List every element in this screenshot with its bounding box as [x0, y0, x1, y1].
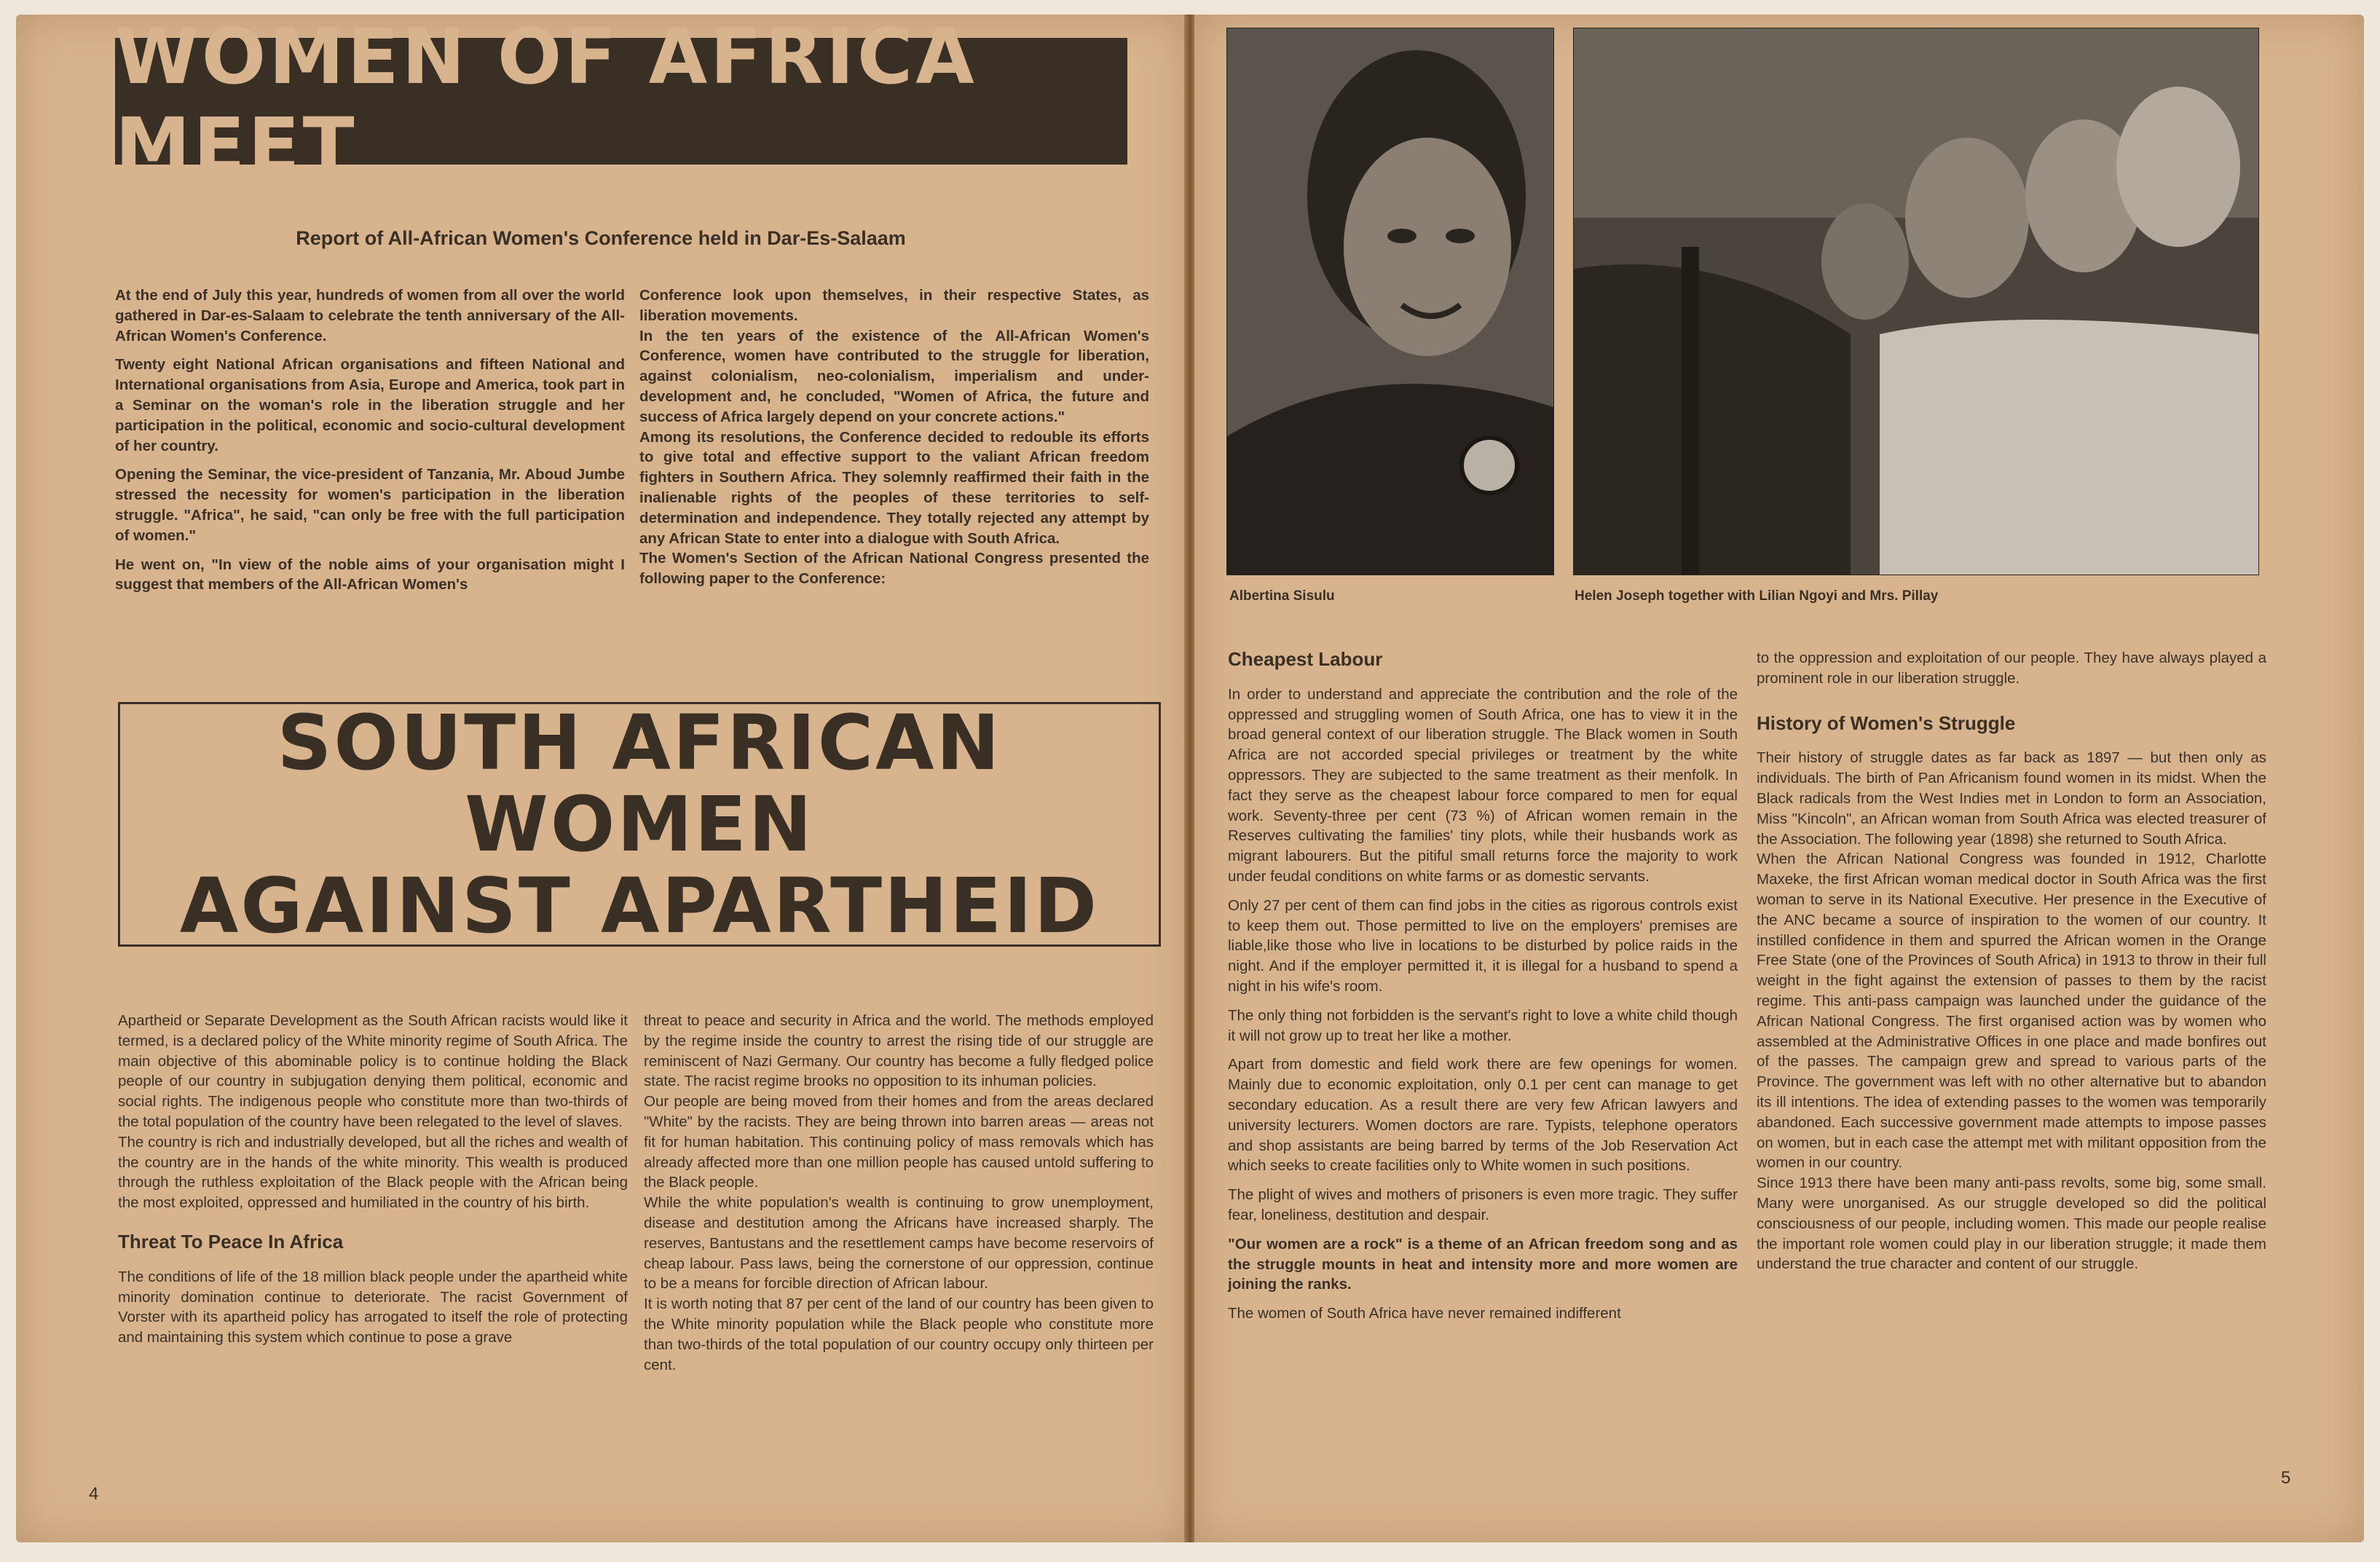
- group-photo: [1573, 28, 2259, 575]
- paragraph: Conference look upon themselves, in their respective States, as liberation movements.: [639, 287, 1149, 324]
- report-subtitle: Report of All-African Women's Conference held in Dar-Es-Salaam: [296, 227, 906, 249]
- paragraph: In the ten years of the existence of the All-African Women's Conference, women have contributed to the struggle for liberation, against colonialism, neo-colonialism, imperialism and under-development and, he concluded, "Women of Africa, the future and success of Africa largely depend on your concrete actions.": [639, 327, 1149, 425]
- paragraph: He went on, "In view of the noble aims of your organisation might I suggest that members of the All-African Women's: [115, 556, 625, 593]
- paragraph: Their history of struggle dates as far back as 1897 — but then only as individuals. The birth of Pan Africanism found women in its midst. When the Black radicals from the West Indies met in London to form an Association, Miss "Kincoln", an African woman from South Africa was elected treasurer of the Association. The following year (1898) she returned to South Africa.: [1757, 749, 2266, 848]
- paragraph: Apart from domestic and field work there are few openings for women. Mainly due to economic exploitation, only 0.1 per cent can manage to get secondary education. As a result there are very few African lawyers and university lecturers. Women doctors are rare. Typists, telephone operators and shop assistants are being barred by terms of the Job Reservation Act which seeks to create facilities only to White women in such positions.: [1228, 1056, 1738, 1175]
- page-number: 4: [89, 1484, 99, 1504]
- article-title-line: SOUTH AFRICAN WOMEN: [277, 698, 1002, 869]
- banner-title: WOMEN OF AFRICA MEET: [115, 38, 1127, 165]
- article-title-box: [118, 698, 1161, 950]
- paragraph: While the white population's wealth is continuing to grow unemployment, disease and destitution among the Africans have increased sharply. The reserves, Bantustans and the resettlement camps have become reservoirs of cheap labour. Pass laws, being the cornerstone of our oppression, continue to be a means for forcible direction of African labour.: [644, 1194, 1154, 1293]
- section-heading: Threat To Peace In Africa: [118, 1230, 344, 1253]
- right-column-2: [1757, 648, 2266, 1274]
- paragraph: It is worth noting that 87 per cent of the land of our country has been given to the White minority population while the Black people who constitute more than two-thirds of the total population of our country occupy only thirteen per cent.: [644, 1295, 1154, 1373]
- body-column-2: [644, 1011, 1154, 1375]
- paragraph: The country is rich and industrially developed, but all the riches and wealth of the country are in the hands of the white minority. This wealth is produced through the ruthless exploitation of the Black people with the African being the most exploited, oppressed and humiliated in the country of his birth.: [118, 1133, 628, 1212]
- paragraph: Our people are being moved from their homes and from the areas declared "White" by the racists. They are being thrown into barren areas — areas not fit for human habitation. This continuing policy of mass removals which has already affected more than one million people has caused untold suffering to the Black people.: [644, 1093, 1154, 1191]
- paragraph: threat to peace and security in Africa and the world. The methods employed by the regime inside the country to arrest the rising tide of our struggle are reminiscent of Nazi Germany. Our country has become a fully fledged police state. The racist regime brooks no opposition to its inhuman policies.: [644, 1012, 1154, 1090]
- right-column-1: [1228, 638, 1738, 1333]
- paragraph: The women of South Africa have never remained indifferent: [1228, 1305, 1621, 1322]
- portrait-image: [1227, 28, 1553, 575]
- paragraph: The Women's Section of the African National Congress presented the following paper to the Conference:: [639, 550, 1149, 588]
- paragraph: The only thing not forbidden is the servant's right to love a white child though it will not grow up to treat her like a mother.: [1228, 1006, 1738, 1044]
- paragraph: In order to understand and appreciate the contribution and the role of the oppressed and struggling women of South Africa, one has to view it in the broad general context of our liberation struggle. The Black women in South Africa are not accorded special privileges or treatment by the white oppressors. They are subjected to the same treatment as their menfolk. In fact they serve as the cheapest labour force compared to men for equal work. Seventy-three per cent (73 %) of African women remain in the Reserves cultivating the families' tiny plots, while their husbands work as migrant labourers. But the pitiful small returns force the majority to work under feudal conditions on white farms or as domestic servants.: [1228, 685, 1738, 885]
- paragraph: The plight of wives and mothers of prisoners is even more tragic. They suffer fear, loneliness, destitution and despair.: [1228, 1186, 1738, 1223]
- paragraph: Apartheid or Separate Development as the South African racists would like it termed, is a declared policy of the White minority regime of South Africa. The main objective of this abominable policy is to continue holding the Black people of our country in subjugation denying them political, economic and social rights. The indigenous people who constitute more than two-thirds of the total population of the country have been relegated to the level of slaves.: [118, 1012, 628, 1130]
- paragraph: Only 27 per cent of them can find jobs in the cities as rigorous controls exist to keep them out. Those permitted to live on the employers' premises are liable,like those who live in locations to be disturbed by police raids in the night. And if the employer permitted it, it is illegal for a husband to spend a night in his wife's room.: [1228, 896, 1738, 995]
- page-number: 5: [2281, 1468, 2291, 1488]
- paragraph: When the African National Congress was founded in 1912, Charlotte Maxeke, the first African woman medical doctor in South Africa was the first woman to serve in its National Executive. Her presence in the Executive of the ANC became a source of inspiration to the women of our country. It instilled confidence in them and spurred the African women in the Orange Free State (one of the Provinces of South Africa) in 1913 to throw in their full weight in the fight against the extension of passes to them by the racist regime. This anti-pass campaign was launched under the guidance of the African National Congress. The first organised action was by women who assembled at the Administrative Offices in one place and made bonfires out of the passes. The campaign grew and spread to various parts of the Province. The government was left with no other alternative but to abandon its ill intentions. The idea of extending passes to the women was temporarily abandoned. Each successive government made attempts to impose passes on women, but in each case the attempt met with militant opposition from the women in our country.: [1757, 851, 2266, 1172]
- paragraph: Twenty eight National African organisations and fifteen National and International organisations from Asia, Europe and America, took part in a Seminar on the woman's role in the liberation struggle and her participation in the political, economic and socio-cultural development of her country.: [115, 356, 625, 454]
- section-heading: Cheapest Labour: [1228, 648, 1383, 670]
- photo-caption: Helen Joseph together with Lilian Ngoyi and Mrs. Pillay: [1575, 588, 1939, 604]
- article-title-line: AGAINST APARTHEID: [179, 861, 1100, 950]
- photo-caption: Albertina Sisulu: [1229, 588, 1335, 604]
- paragraph: At the end of July this year, hundreds of women from all over the world gathered in Dar-es-Salaam to celebrate the tenth anniversary of the All-African Women's Conference.: [115, 287, 625, 344]
- paragraph: to the oppression and exploitation of our people. They have always played a prominent role in our liberation struggle.: [1757, 650, 2266, 687]
- intro-column-2: [639, 285, 1149, 589]
- paragraph: The conditions of life of the 18 million black people under the apartheid white minority domination continue to deteriorate. The racist Government of Vorster with its apartheid policy has arrogated to itself the role of protecting and maintaining this system which continue to pose a grave: [118, 1268, 628, 1346]
- paragraph: Opening the Seminar, the vice-president of Tanzania, Mr. Aboud Jumbe stressed the necessity for women's participation in the liberation struggle. "Africa", he said, "can only be free with the full participation of women.": [115, 466, 625, 544]
- intro-column-1: [115, 285, 625, 604]
- left-page: [16, 15, 1186, 1542]
- body-column-1: [118, 1011, 628, 1357]
- paragraph: Since 1913 there have been many anti-pass revolts, some big, some small. Many were unorganised. As our struggle developed so did the political consciousness of our people, including women. This made our people realise the important role women could play in our liberation struggle; it made them understand the true character and content of our struggle.: [1757, 1175, 2266, 1273]
- right-page: [1194, 15, 2364, 1542]
- paragraph: Among its resolutions, the Conference decided to redouble its efforts to give total and effective support to the valiant African freedom fighters in Southern Africa. They solemnly reaffirmed their faith in the inalienable rights of the peoples of these territories to self-determination and independence. They totally rejected any attempt by any African State to enter into a dialogue with South Africa.: [639, 428, 1149, 547]
- section-heading: History of Women's Struggle: [1757, 711, 2016, 734]
- portrait-photo: [1226, 28, 1554, 575]
- paragraph: "Our women are a rock" is a theme of an African freedom song and as the struggle mounts in heat and intensity more and more women are joining the ranks.: [1228, 1235, 1738, 1293]
- group-image: [1574, 28, 2258, 575]
